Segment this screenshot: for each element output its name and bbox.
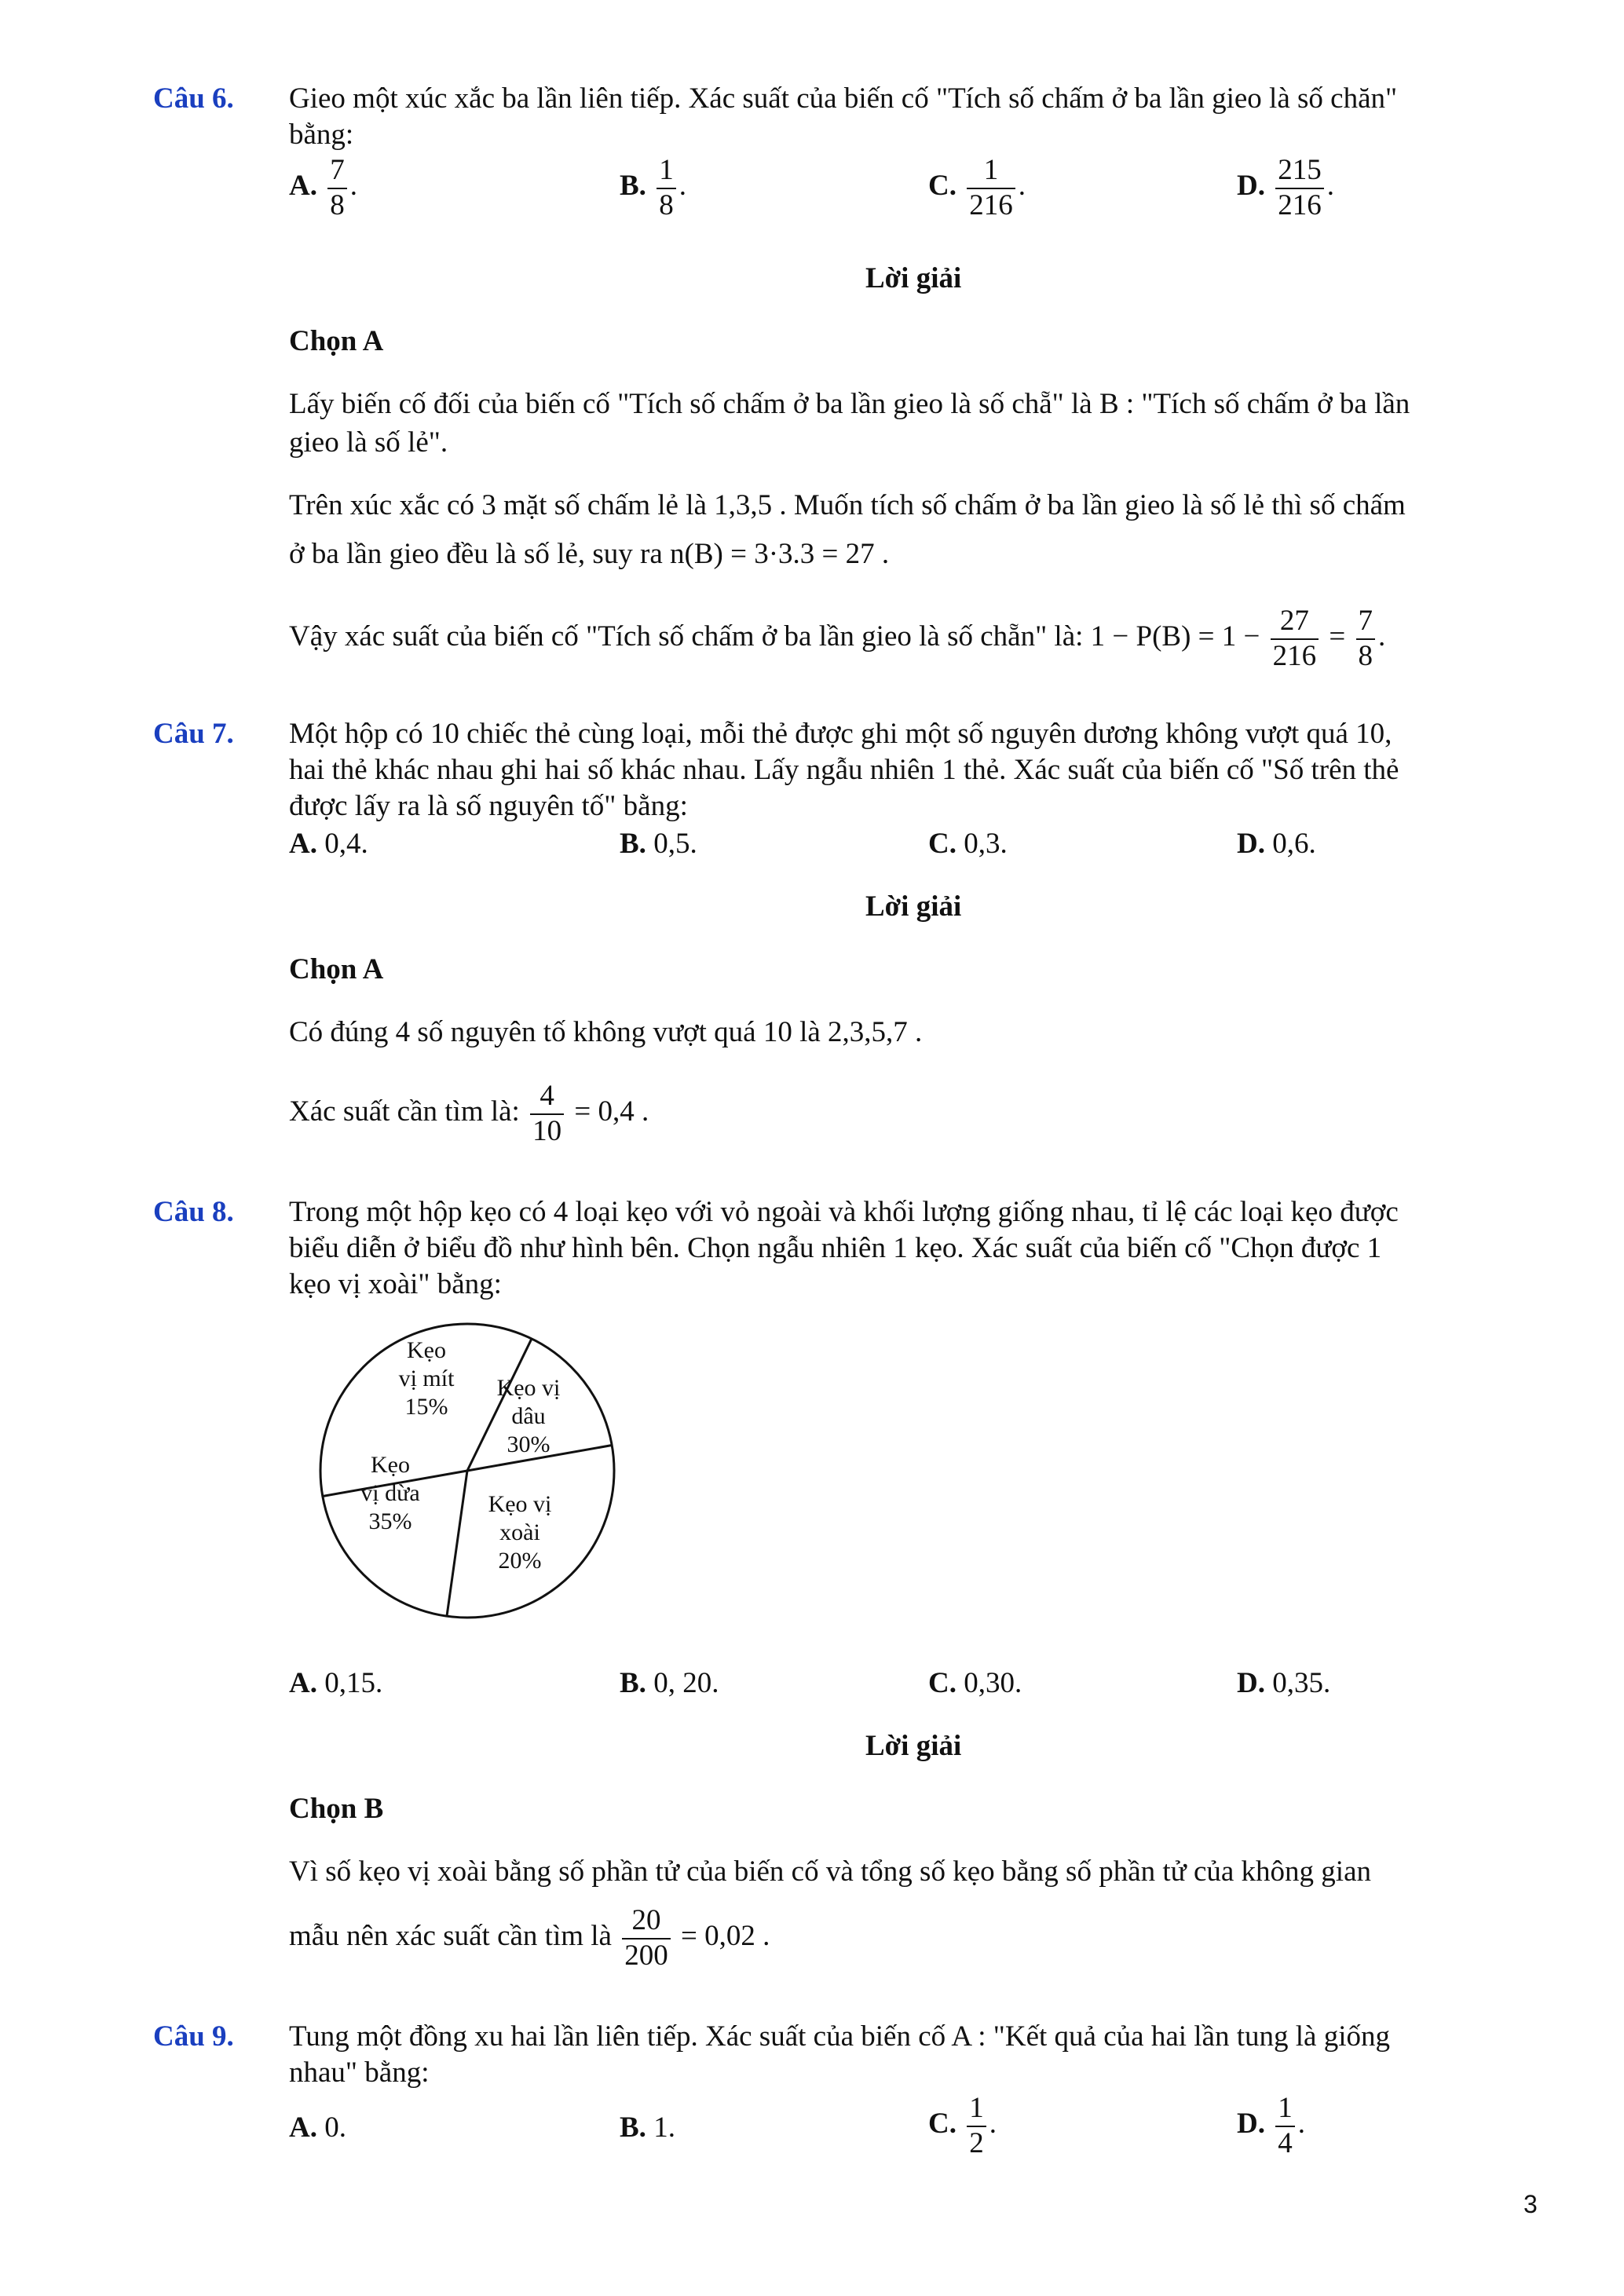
question-7-label: Câu 7. [153, 718, 234, 750]
question-8-stem-line3: kẹo vị xoài" bằng: [289, 1268, 502, 1300]
question-9-stem-line1: Tung một đồng xu hai lần liên tiếp. Xác suất của biến cố A : "Kết quả của hai lần tung là giống [289, 2020, 1390, 2053]
q8-option-a: A. 0,15. [289, 1667, 383, 1699]
q6-solution-p1-line2: gieo là số lẻ". [289, 426, 448, 459]
q6-option-c-fraction: $\frac{1}{216}$ [967, 154, 1015, 222]
q8-solution-title: Lời giải [865, 1730, 962, 1762]
candy-pie-chart [298, 1307, 628, 1637]
q7-solution-p2: Xác suất cần tìm là: $\frac{4}{10}$ = 0,4 . [289, 1080, 649, 1147]
pie-divider-xoai [447, 1471, 467, 1616]
q6-solution-fraction-1: $\frac{27}{216}$ [1271, 605, 1319, 673]
q8-option-c: C. 0,30. [928, 1667, 1022, 1699]
question-9-stem-line2: nhau" bằng: [289, 2057, 430, 2089]
q6-option-a: A. $\frac{7}{8}$ . [289, 154, 357, 221]
pie-label-mit-2: vị mít [398, 1366, 455, 1391]
q6-answer: Chọn A [289, 325, 384, 357]
pie-label-dua-3: 35% [368, 1508, 412, 1534]
question-8-stem-line1: Trong một hộp kẹo có 4 loại kẹo với vỏ ngoài và khối lượng giống nhau, tỉ lệ các loại kẹo được [289, 1196, 1399, 1228]
q8-answer: Chọn B [289, 1793, 384, 1825]
q6-solution-p1-line1: Lấy biến cố đối của biến cố "Tích số chấm ở ba lần gieo là số chẵ" là B : "Tích số chấm ở ba lần [289, 388, 1410, 420]
q7-option-a: A. 0,4. [289, 828, 368, 860]
q8-solution-p1: Vì số kẹo vị xoài bằng số phần tử của biến cố và tổng số kẹo bằng số phần tử của không gian [289, 1855, 1371, 1888]
question-6-label: Câu 6. [153, 82, 234, 115]
q6-solution-title: Lời giải [865, 262, 962, 294]
q6-option-b: B. $\frac{1}{8}$ . [620, 154, 686, 221]
question-7-stem-line2: hai thẻ khác nhau ghi hai số khác nhau. Lấy ngẫu nhiên 1 thẻ. Xác suất của biến cố "Số trên thẻ [289, 754, 1399, 786]
pie-label-dau-2: dâu [511, 1403, 546, 1429]
q9-option-d: D. $\frac{1}{4}$ . [1237, 2092, 1305, 2159]
page-number: 3 [1523, 2190, 1538, 2218]
q7-option-d: D. 0,6. [1237, 828, 1316, 860]
q6-option-a-fraction: $\frac{7}{8}$ [327, 154, 347, 222]
q8-option-b: B. 0, 20. [620, 1667, 719, 1699]
q7-solution-fraction: $\frac{4}{10}$ [530, 1080, 564, 1148]
q6-solution-p2-line1: Trên xúc xắc có 3 mặt số chấm lẻ là 1,3,5 . Muốn tích số chấm ở ba lần gieo là số lẻ thì số chấm [289, 489, 1406, 521]
pie-label-xoai-1: Kẹo vị [488, 1491, 552, 1517]
pie-label-mit-1: Kẹo [407, 1337, 446, 1363]
pie-label-dau-3: 30% [507, 1431, 550, 1457]
question-8-stem-line2: biểu diễn ở biểu đồ như hình bên. Chọn ngẫu nhiên 1 kẹo. Xác suất của biến cố "Chọn được 1 [289, 1232, 1382, 1264]
q9-option-b: B. 1. [620, 2111, 675, 2144]
q8-solution-p2: mẫu nên xác suất cần tìm là $\frac{20}{200}$ = 0,02 . [289, 1904, 770, 1972]
question-6-stem-line2: bằng: [289, 119, 354, 151]
pie-label-dau-1: Kẹo vị [496, 1375, 561, 1401]
q7-option-b: B. 0,5. [620, 828, 697, 860]
q7-solution-title: Lời giải [865, 890, 962, 923]
q6-option-b-fraction: $\frac{1}{8}$ [657, 154, 676, 222]
q6-solution-p3: Vậy xác suất của biến cố "Tích số chấm ở ba lần gieo là số chẵn" là: 1 − P(B) = 1 − $\frac{27}{216}$ = $\frac{7}{8}$ . [289, 605, 1386, 672]
question-7-stem-line3: được lấy ra là số nguyên tố" bằng: [289, 790, 688, 822]
q6-option-d: D. $\frac{215}{216}$ . [1237, 154, 1334, 221]
pie-label-mit-3: 15% [404, 1394, 448, 1420]
question-7-stem-line1: Một hộp có 10 chiếc thẻ cùng loại, mỗi thẻ được ghi một số nguyên dương không vượt quá 10, [289, 718, 1392, 750]
q9-option-d-fraction: $\frac{1}{4}$ [1275, 2092, 1295, 2160]
q7-answer: Chọn A [289, 953, 384, 985]
q6-option-c: C. $\frac{1}{216}$ . [928, 154, 1026, 221]
q6-option-d-fraction: $\frac{215}{216}$ [1275, 154, 1324, 222]
q9-option-c: C. $\frac{1}{2}$ . [928, 2092, 997, 2159]
q6-solution-fraction-2: $\frac{7}{8}$ [1356, 605, 1376, 673]
q8-solution-fraction: $\frac{20}{200}$ [622, 1904, 671, 1972]
pie-label-dua-2: vị dừa [360, 1480, 420, 1506]
pie-label-xoai-2: xoài [499, 1519, 540, 1545]
q9-option-a: A. 0. [289, 2111, 346, 2144]
q9-option-c-fraction: $\frac{1}{2}$ [967, 2092, 986, 2160]
question-9-label: Câu 9. [153, 2020, 234, 2053]
pie-label-xoai-3: 20% [498, 1548, 542, 1574]
question-6-stem-line1: Gieo một xúc xắc ba lần liên tiếp. Xác suất của biến cố "Tích số chấm ở ba lần gieo là số chăn" [289, 82, 1398, 115]
q6-solution-p2-line2: ở ba lần gieo đều là số lẻ, suy ra n(B) = 3·3.3 = 27 . [289, 538, 890, 570]
pie-label-dua-1: Kẹo [371, 1452, 410, 1478]
q7-solution-p1: Có đúng 4 số nguyên tố không vượt quá 10 là 2,3,5,7 . [289, 1016, 923, 1048]
question-8-label: Câu 8. [153, 1196, 234, 1228]
q7-option-c: C. 0,3. [928, 828, 1008, 860]
q8-option-d: D. 0,35. [1237, 1667, 1331, 1699]
